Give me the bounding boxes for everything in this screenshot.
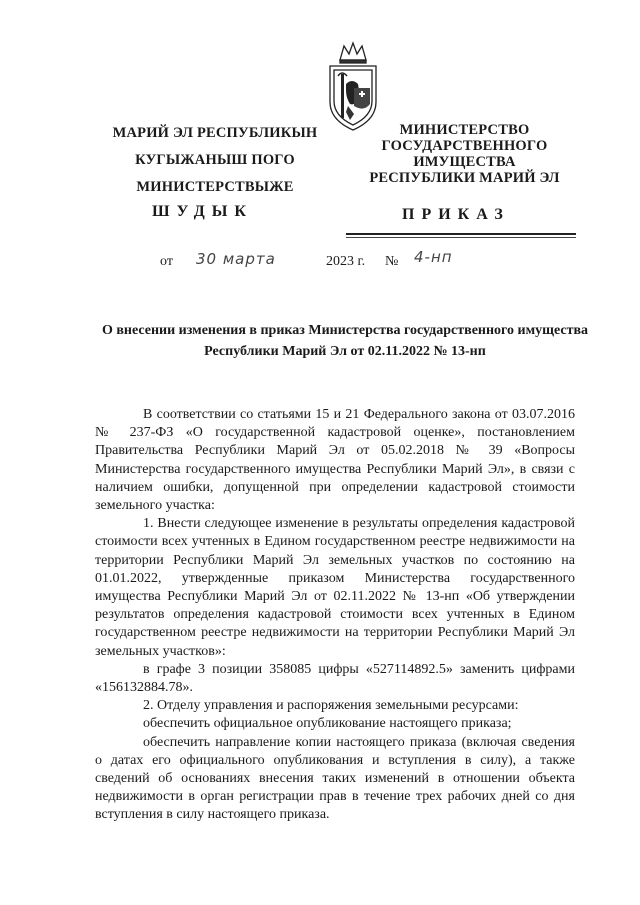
header-divider	[346, 233, 576, 235]
header-right-line: РЕСПУБЛИКИ МАРИЙ ЭЛ	[369, 170, 560, 186]
header-left-line: КУГЫЖАНЫШ ПОГО	[135, 152, 295, 168]
number-handwritten: 4-нп	[414, 248, 453, 266]
body-paragraph: обеспечить направление копии настоящего приказа (включая сведения о датах его официального опубликования и вступления в силу), а также сведений об основаниях внесения таких изменений в отношении объекта недвижимости в орган регистрации прав в течение трех рабочих дней со дня вступления в силу настоящего приказа.	[95, 734, 575, 823]
number-label: №	[385, 254, 399, 269]
date-year: 2023 г.	[326, 254, 366, 269]
header-right-line: ИМУЩЕСТВА	[413, 154, 516, 170]
header-right-block	[352, 122, 577, 186]
header-left-block	[95, 120, 335, 201]
body-paragraph: в графе 3 позиции 358085 цифры «527114892.5» заменить цифрами «156132884.78».	[95, 661, 575, 696]
header-right-line: МИНИСТЕРСТВО	[399, 122, 530, 138]
body-paragraph: обеспечить официальное опубликование настоящего приказа;	[143, 716, 512, 732]
body-paragraph: 1. Внести следующее изменение в результаты определения кадастровой стоимости всех учтенных в Едином государственном реестре недвижимости на территории Республики Марий Эл земельных участков по состоянию на 01.01.2022, утвержденные приказом Министерства государственного имущества Республики Марий Эл от 02.11.2022 № 13-нп «Об утверждении результатов определения кадастровой стоимости всех учтенных в Едином государственном реестре недвижимости на территории Республики Марий Эл земельных участков»:	[95, 516, 575, 659]
body-paragraph: В соответствии со статьями 15 и 21 Федерального закона от 03.07.2016 № 237-ФЗ «О государственной кадастровой оценке», постановлением Правительства Республики Марий Эл от 05.02.2018 № 39 «Вопросы Министерства государственного имущества Республики Марий Эл», в связи с наличием ошибки, допущенной при определении кадастровой стоимости земельного участка:	[95, 407, 575, 514]
document-type-mari: ШУДЫК	[152, 203, 254, 220]
document-type-russian: ПРИКАЗ	[402, 206, 510, 223]
order-subject-title: О внесении изменения в приказ Министерства государственного имущества Республики Марий Эл от 02.11.2022 № 13-нп	[101, 323, 589, 359]
body-paragraph: 2. Отделу управления и распоряжения земельными ресурсами:	[143, 698, 519, 714]
header-divider-thin	[346, 237, 576, 238]
header-left-line: МАРИЙ ЭЛ РЕСПУБЛИКЫН	[112, 125, 318, 141]
header-left-line: МИНИСТЕРСТВЫЖЕ	[136, 179, 294, 195]
header-right-line: ГОСУДАРСТВЕННОГО	[381, 138, 548, 154]
coat-of-arms-emblem	[324, 40, 382, 132]
date-from-label: от	[160, 254, 173, 269]
date-handwritten: 30 марта	[196, 250, 276, 268]
order-body	[95, 406, 575, 825]
